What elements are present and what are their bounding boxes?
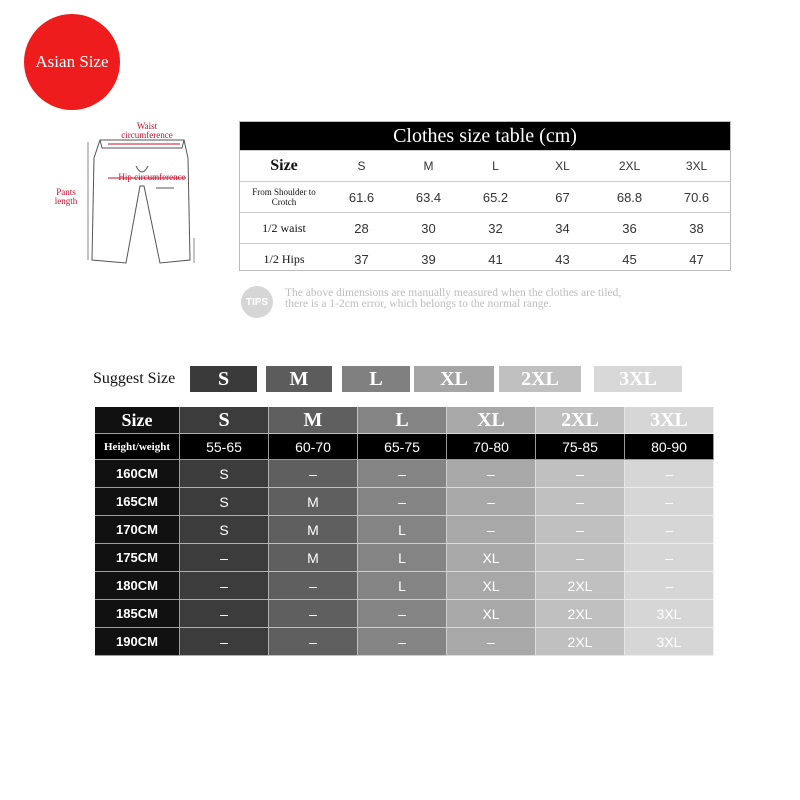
measurement-cell: 36 — [622, 220, 637, 236]
clothes-table-header-row — [240, 150, 730, 181]
size-cell: – — [180, 628, 269, 656]
hip-label: Hip circumference — [118, 172, 186, 182]
tips-line-2: there is a 1-2cm error, which belongs to the normal range. — [285, 298, 552, 310]
grid-size-l: L — [358, 407, 447, 434]
weight-range-cell: 70-80 — [447, 434, 536, 460]
size-cell: S — [180, 516, 269, 544]
suggest-size-m: M — [266, 366, 332, 392]
clothes-table-row — [240, 212, 730, 243]
size-cell: – — [180, 544, 269, 572]
weight-range-cell: 55-65 — [180, 434, 269, 460]
grid-size-xl: XL — [447, 407, 536, 434]
measurement-cell: 34 — [555, 220, 570, 236]
measurement-cell: 43 — [555, 251, 570, 267]
grid-body — [95, 460, 715, 656]
measurement-cell: 65.2 — [482, 189, 509, 205]
height-cell: 170CM — [95, 516, 180, 544]
size-cell: 2XL — [536, 600, 625, 628]
weight-range-cell: 80-90 — [625, 434, 714, 460]
size-cell: – — [358, 460, 447, 488]
length-label: Pants length — [54, 187, 78, 206]
size-cell: L — [358, 544, 447, 572]
size-cell: XL — [447, 544, 536, 572]
clothes-size-cell: 3XL — [685, 159, 708, 173]
tips-text — [285, 288, 755, 310]
size-cell: – — [269, 600, 358, 628]
size-cell: – — [180, 572, 269, 600]
clothes-size-cell: L — [492, 159, 499, 173]
size-cell: – — [358, 628, 447, 656]
size-cell: 2XL — [536, 572, 625, 600]
table-row — [95, 488, 715, 516]
grid-size-3xl: 3XL — [625, 407, 714, 434]
clothes-size-cell: 2XL — [618, 159, 641, 173]
table-row — [95, 600, 715, 628]
size-cell: 3XL — [625, 628, 714, 656]
size-cell: – — [536, 544, 625, 572]
measurement-cell: 41 — [488, 251, 503, 267]
clothes-table-title: Clothes size table (cm) — [240, 122, 730, 150]
size-cell: – — [625, 488, 714, 516]
size-cell: – — [625, 544, 714, 572]
tips-note — [241, 284, 761, 320]
measurement-cell: 61.6 — [348, 189, 375, 205]
size-cell: M — [269, 544, 358, 572]
size-cell: – — [358, 600, 447, 628]
size-cell: – — [536, 460, 625, 488]
size-cell: L — [358, 572, 447, 600]
weight-range-cell: 60-70 — [269, 434, 358, 460]
suggest-size-s: S — [190, 366, 257, 392]
tips-line-1: The above dimensions are manually measured when the clothes are tiled, — [285, 287, 622, 299]
row-label: 1/2 Hips — [263, 251, 305, 266]
table-row — [95, 544, 715, 572]
grid-size-s: S — [180, 407, 269, 434]
asian-size-badge — [24, 14, 120, 110]
size-cell: – — [536, 488, 625, 516]
measurement-cell: 45 — [622, 251, 637, 267]
size-cell: – — [447, 488, 536, 516]
size-cell: S — [180, 460, 269, 488]
grid-size-2xl: 2XL — [536, 407, 625, 434]
waist-label: Waist circumference — [121, 121, 173, 140]
size-cell: – — [358, 488, 447, 516]
row-label: From Shoulder to Crotch — [252, 187, 316, 207]
badge-label: Asian Size — [35, 52, 109, 71]
measurement-cell: 32 — [488, 220, 503, 236]
height-weight-label: Height/weight — [95, 434, 180, 460]
size-cell: L — [358, 516, 447, 544]
measurement-cell: 28 — [354, 220, 369, 236]
size-cell: M — [269, 516, 358, 544]
clothes-table-row — [240, 181, 730, 212]
size-cell: – — [447, 628, 536, 656]
height-cell: 190CM — [95, 628, 180, 656]
clothes-table-size-header: Size — [270, 157, 298, 174]
size-cell: – — [625, 460, 714, 488]
height-cell: 180CM — [95, 572, 180, 600]
size-cell: – — [269, 460, 358, 488]
grid-size-m: M — [269, 407, 358, 434]
grid-header-row — [95, 407, 715, 434]
weight-range-cell: 75-85 — [536, 434, 625, 460]
table-row — [95, 460, 715, 488]
table-row — [95, 516, 715, 544]
size-cell: – — [447, 516, 536, 544]
shorts-diagram — [48, 118, 228, 278]
clothes-size-cell: S — [357, 159, 366, 173]
height-cell: 160CM — [95, 460, 180, 488]
size-cell: XL — [447, 572, 536, 600]
table-row — [95, 628, 715, 656]
suggest-size-3xl: 3XL — [594, 366, 682, 392]
measurement-cell: 68.8 — [616, 189, 643, 205]
size-cell: – — [180, 600, 269, 628]
size-cell: – — [269, 628, 358, 656]
size-recommendation-table — [95, 407, 715, 656]
measurement-cell: 30 — [421, 220, 436, 236]
measurement-cell: 37 — [354, 251, 369, 267]
size-cell: – — [625, 572, 714, 600]
grid-size-header: Size — [95, 407, 180, 434]
height-cell: 165CM — [95, 488, 180, 516]
measurement-cell: 47 — [689, 251, 704, 267]
suggest-size-2xl: 2XL — [499, 366, 581, 392]
clothes-table-row — [240, 243, 730, 274]
height-cell: 175CM — [95, 544, 180, 572]
weight-range-cell: 65-75 — [358, 434, 447, 460]
clothes-size-cell: XL — [555, 159, 570, 173]
measurement-cell: 63.4 — [415, 189, 442, 205]
suggest-size-label: Suggest Size — [93, 370, 176, 387]
measurement-cell: 38 — [689, 220, 704, 236]
size-cell: M — [269, 488, 358, 516]
size-cell: XL — [447, 600, 536, 628]
size-cell: S — [180, 488, 269, 516]
measurement-cell: 39 — [421, 251, 436, 267]
size-cell: – — [269, 572, 358, 600]
measurement-cell: 67 — [555, 189, 570, 205]
table-row — [95, 572, 715, 600]
grid-weight-row — [95, 434, 715, 460]
row-label: 1/2 waist — [262, 220, 306, 235]
clothes-size-cell: M — [423, 159, 434, 173]
clothes-size-table — [239, 121, 731, 271]
size-cell: – — [447, 460, 536, 488]
size-cell: – — [536, 516, 625, 544]
size-cell: 3XL — [625, 600, 714, 628]
measurement-cell: 70.6 — [683, 189, 710, 205]
height-cell: 185CM — [95, 600, 180, 628]
tips-icon: TIPS — [241, 286, 273, 318]
size-cell: – — [625, 516, 714, 544]
suggest-size-l: L — [342, 366, 410, 392]
suggest-size-xl: XL — [414, 366, 494, 392]
size-cell: 2XL — [536, 628, 625, 656]
